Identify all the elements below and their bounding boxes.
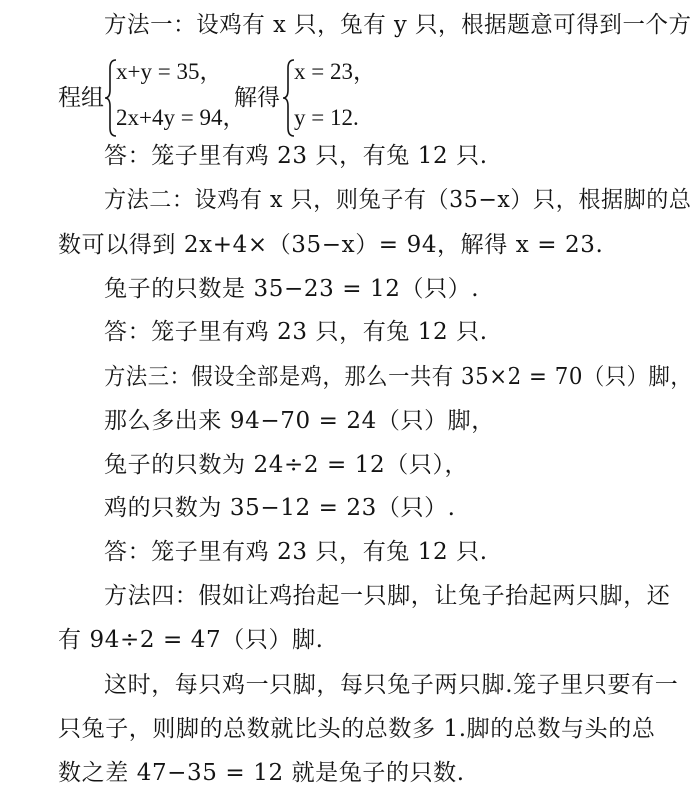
system-row-label: 程组 bbox=[58, 85, 104, 111]
method-four-continued: 有 94÷2 = 47（只）脚. bbox=[58, 627, 324, 653]
method-three-step-2: 那么多出来 94−70 = 24（只）脚， bbox=[104, 408, 495, 434]
method-two-continued: 数可以得到 2x+4×（35−x）= 94，解得 x = 23. bbox=[58, 232, 604, 258]
explanation-line-3: 数之差 47−35 = 12 就是兔子的只数. bbox=[58, 760, 465, 786]
method-one-line: 方法一：设鸡有 x 只，兔有 y 只，根据题意可得到一个方 bbox=[104, 12, 692, 38]
system-equation-1: x+y = 35， bbox=[116, 59, 223, 84]
solve-label: 解得 bbox=[234, 85, 280, 111]
system-equation-2: 2x+4y = 94， bbox=[116, 105, 246, 130]
rabbit-count-line: 兔子的只数是 35−23 = 12（只）. bbox=[104, 276, 480, 302]
method-three-line: 方法三：假设全部是鸡，那么一共有 35×2 = 70（只）脚， bbox=[104, 364, 693, 390]
method-three-step-3: 兔子的只数为 24÷2 = 12（只）， bbox=[104, 452, 469, 478]
method-three-step-4: 鸡的只数为 35−12 = 23（只）. bbox=[104, 495, 456, 521]
answer-line: 答：笼子里有鸡 23 只，有兔 12 只. bbox=[104, 143, 488, 169]
method-two-line: 方法二：设鸡有 x 只，则兔子有（35−x）只，根据脚的总 bbox=[104, 187, 692, 213]
explanation-line-2: 只兔子，则脚的总数就比头的总数多 1.脚的总数与头的总 bbox=[58, 716, 656, 742]
answer-line: 答：笼子里有鸡 23 只，有兔 12 只. bbox=[104, 319, 488, 345]
solution-equation-2: y = 12. bbox=[294, 105, 359, 130]
answer-line: 答：笼子里有鸡 23 只，有兔 12 只. bbox=[104, 539, 488, 565]
explanation-line-1: 这时，每只鸡一只脚，每只兔子两只脚.笼子里只要有一 bbox=[104, 672, 679, 698]
method-four-line: 方法四：假如让鸡抬起一只脚，让兔子抬起两只脚，还 bbox=[104, 583, 671, 609]
solution-equation-1: x = 23， bbox=[294, 59, 376, 84]
